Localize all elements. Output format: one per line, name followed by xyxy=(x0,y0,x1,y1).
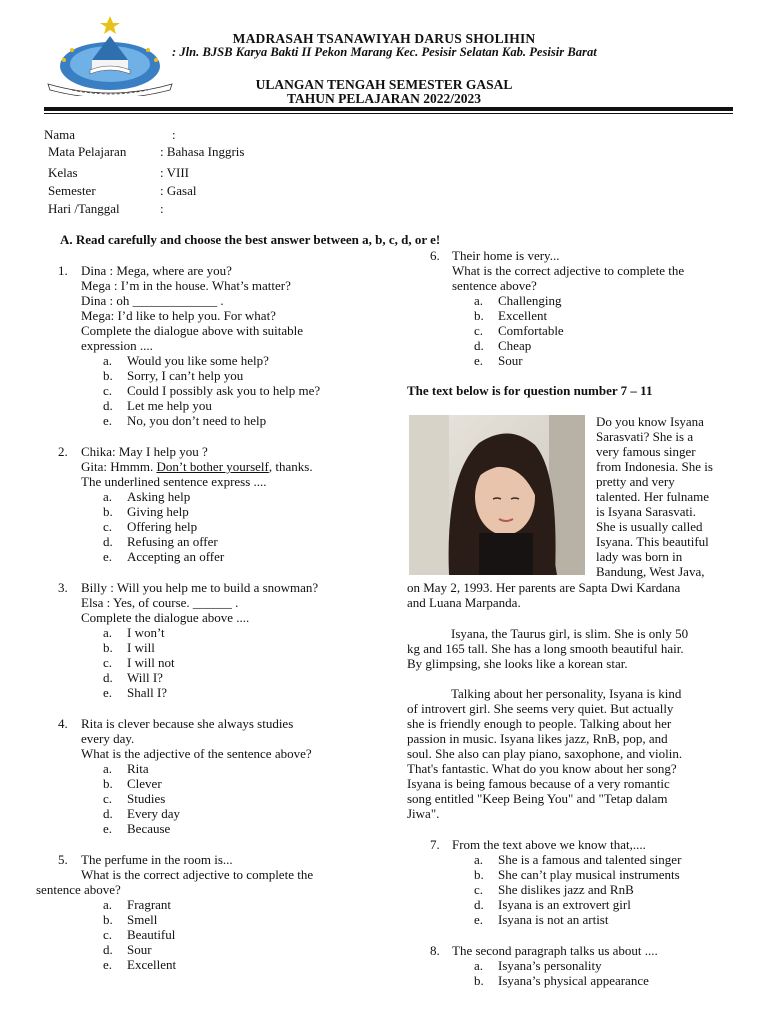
text-line: lady was born in xyxy=(596,549,683,564)
answer-option: a. She is a famous and talented singer xyxy=(474,852,682,867)
answer-option: e. Because xyxy=(103,821,171,836)
text-line: By glimpsing, she looks like a korean star. xyxy=(407,656,628,671)
question-4 xyxy=(81,716,312,761)
answer-option: e. Accepting an offer xyxy=(103,549,225,564)
answer-option: c. Could I possibly ask you to help me? xyxy=(103,383,321,398)
answer-option: b. I will xyxy=(103,640,155,655)
text-line: Bandung, West Java, xyxy=(596,564,705,579)
underlined-expression: Don’t bother yourself xyxy=(156,459,269,474)
text-line: kg and 165 tall. She has a long smooth beautiful hair. xyxy=(407,641,684,656)
question-line: Complete the dialogue above .... xyxy=(81,610,250,625)
reading-heading: The text below is for question number 7 – 11 xyxy=(407,383,653,398)
answer-option: d. Cheap xyxy=(474,338,532,353)
school-name: MADRASAH TSANAWIYAH DARUS SHOLIHIN xyxy=(232,31,536,46)
text-line: is Isyana Sarasvati. xyxy=(596,504,697,519)
text-line: Isyana is being famous because of a very romantic xyxy=(407,776,670,791)
answer-option: b. Isyana’s physical appearance xyxy=(474,973,649,988)
options-q1 xyxy=(103,353,320,428)
question-line: every day. xyxy=(81,731,135,746)
header-divider-thick xyxy=(44,107,733,111)
question-line: What is the correct adjective to complete the xyxy=(81,867,314,882)
answer-option: c. Studies xyxy=(103,791,166,806)
text-line: talented. Her fulname xyxy=(596,489,709,504)
singer-photo xyxy=(409,415,585,575)
answer-option: b. Excellent xyxy=(474,308,548,323)
answer-option: c. I will not xyxy=(103,655,175,670)
paragraph-1-full xyxy=(407,580,680,610)
question-line: The perfume in the room is... xyxy=(81,852,233,867)
text-line: and Luana Marpanda. xyxy=(407,595,521,610)
info-value-name: : xyxy=(172,127,176,142)
text-line: she is friendly enough to people. Talking about her xyxy=(407,716,672,731)
question-6 xyxy=(452,248,684,293)
question-line: Rita is clever because she always studies xyxy=(81,716,294,731)
text-line: She is usually called xyxy=(596,519,703,534)
question-number: 4. xyxy=(58,716,68,731)
question-number: 5. xyxy=(58,852,68,867)
question-line: The underlined sentence express .... xyxy=(81,474,267,489)
answer-option: a. Isyana’s personality xyxy=(474,958,602,973)
paragraph-3 xyxy=(407,686,682,821)
question-number: 3. xyxy=(58,580,68,595)
info-label-date: Hari /Tanggal xyxy=(48,201,120,216)
answer-option: c. Offering help xyxy=(103,519,198,534)
text-line: Sarasvati? She is a xyxy=(596,429,694,444)
text-line: song entitled "Keep Being You" and "Tetap dalam xyxy=(407,791,668,806)
question-line: What is the adjective of the sentence above? xyxy=(81,746,312,761)
text-line: Isyana, the Taurus girl, is slim. She is only 50 xyxy=(451,626,689,641)
question-line: Dina : Mega, where are you? xyxy=(81,263,232,278)
question-line: Chika: May I help you ? xyxy=(81,444,208,459)
text-line: passion in music. Isyana likes jazz, RnB, pop, and xyxy=(407,731,668,746)
options-q6 xyxy=(474,293,564,368)
question-line: Gita: Hmmm. Don’t bother yourself, thanks. xyxy=(81,459,313,474)
answer-option: a. Fragrant xyxy=(103,897,172,912)
answer-option: b. Giving help xyxy=(103,504,189,519)
options-q4 xyxy=(103,761,180,836)
question-number: 8. xyxy=(430,943,440,958)
info-label-subject: Mata Pelajaran xyxy=(48,144,127,159)
school-address: : Jln. BJSB Karya Bakti II Pekon Marang Kec. Pesisir Selatan Kab. Pesisir Barat xyxy=(172,45,597,59)
answer-option: d. Refusing an offer xyxy=(103,534,218,549)
text-line: That's fantastic. What do you know about her song? xyxy=(407,761,677,776)
answer-option: a. Rita xyxy=(103,761,149,776)
question-line: Their home is very... xyxy=(452,248,560,263)
text-line: from Indonesia. She is xyxy=(596,459,713,474)
exam-title: ULANGAN TENGAH SEMESTER GASAL xyxy=(255,77,513,92)
info-value-class: : VIII xyxy=(160,165,190,180)
answer-option: d. Will I? xyxy=(103,670,163,685)
options-q3 xyxy=(103,625,175,700)
question-line: sentence above? xyxy=(452,278,537,293)
question-line: Dina : oh _____________ . xyxy=(81,293,224,308)
answer-option: a. Asking help xyxy=(103,489,191,504)
answer-option: c. She dislikes jazz and RnB xyxy=(474,882,634,897)
section-a-instruction: A. Read carefully and choose the best answer between a, b, c, d, or e! xyxy=(60,232,441,247)
answer-option: e. Sour xyxy=(474,353,523,368)
answer-option: c. Beautiful xyxy=(103,927,176,942)
question-line: Mega : I’m in the house. What’s matter? xyxy=(81,278,291,293)
text-line: pretty and very xyxy=(596,474,675,489)
options-q5 xyxy=(103,897,176,972)
question-number: 7. xyxy=(430,837,440,852)
answer-option: e. Excellent xyxy=(103,957,177,972)
question-line: What is the correct adjective to complete the xyxy=(452,263,685,278)
question-1 xyxy=(81,263,303,353)
answer-option: a. Challenging xyxy=(474,293,562,308)
answer-option: b. Sorry, I can’t help you xyxy=(103,368,244,383)
question-number: 2. xyxy=(58,444,68,459)
options-q7 xyxy=(474,852,681,927)
question-line: Elsa : Yes, of course. ______ . xyxy=(81,595,239,610)
text-line: Isyana. This beautiful xyxy=(596,534,709,549)
question-3 xyxy=(81,580,318,625)
answer-option: e. Shall I? xyxy=(103,685,168,700)
question-2 xyxy=(81,444,313,489)
answer-option: e. Isyana is not an artist xyxy=(474,912,609,927)
question-line: Complete the dialogue above with suitable xyxy=(81,323,304,338)
text-line: on May 2, 1993. Her parents are Sapta Dwi Kardana xyxy=(407,580,681,595)
info-label-name: Nama xyxy=(44,127,76,142)
text-line: soul. She also can play piano, saxophone, and violin. xyxy=(407,746,683,761)
answer-option: a. I won’t xyxy=(103,625,165,640)
question-line: From the text above we know that,.... xyxy=(452,837,646,852)
options-q8 xyxy=(474,958,649,988)
header-divider-thin xyxy=(44,113,733,114)
options-q2 xyxy=(103,489,224,564)
question-number: 1. xyxy=(58,263,68,278)
info-label-class: Kelas xyxy=(48,165,78,180)
answer-option: e. No, you don’t need to help xyxy=(103,413,267,428)
text-line: Do you know Isyana xyxy=(596,414,704,429)
question-line: Mega: I’d like to help you. For what? xyxy=(81,308,276,323)
question-line: The second paragraph talks us about .... xyxy=(452,943,658,958)
answer-option: a. Would you like some help? xyxy=(103,353,269,368)
info-label-semester: Semester xyxy=(48,183,96,198)
info-value-subject: : Bahasa Inggris xyxy=(160,144,245,159)
answer-option: b. She can’t play musical instruments xyxy=(474,867,680,882)
answer-option: d. Every day xyxy=(103,806,181,821)
text-line: of introvert girl. She seems very quiet. But actually xyxy=(407,701,674,716)
question-line: sentence above? xyxy=(36,882,121,897)
info-value-semester: : Gasal xyxy=(160,183,197,198)
answer-option: d. Let me help you xyxy=(103,398,212,413)
answer-option: b. Clever xyxy=(103,776,162,791)
info-value-date: : xyxy=(160,201,164,216)
answer-option: c. Comfortable xyxy=(474,323,564,338)
paragraph-1-side xyxy=(596,414,713,579)
text-line: very famous singer xyxy=(596,444,696,459)
text-line: Jiwa". xyxy=(407,806,440,821)
paragraph-2 xyxy=(407,626,688,671)
text-line: Talking about her personality, Isyana is kind xyxy=(451,686,682,701)
question-number: 6. xyxy=(430,248,440,263)
question-line: expression .... xyxy=(81,338,153,353)
answer-option: d. Sour xyxy=(103,942,152,957)
answer-option: d. Isyana is an extrovert girl xyxy=(474,897,631,912)
answer-option: b. Smell xyxy=(103,912,158,927)
exam-year: TAHUN PELAJARAN 2022/2023 xyxy=(286,91,481,106)
question-line: Billy : Will you help me to build a snowman? xyxy=(81,580,319,595)
